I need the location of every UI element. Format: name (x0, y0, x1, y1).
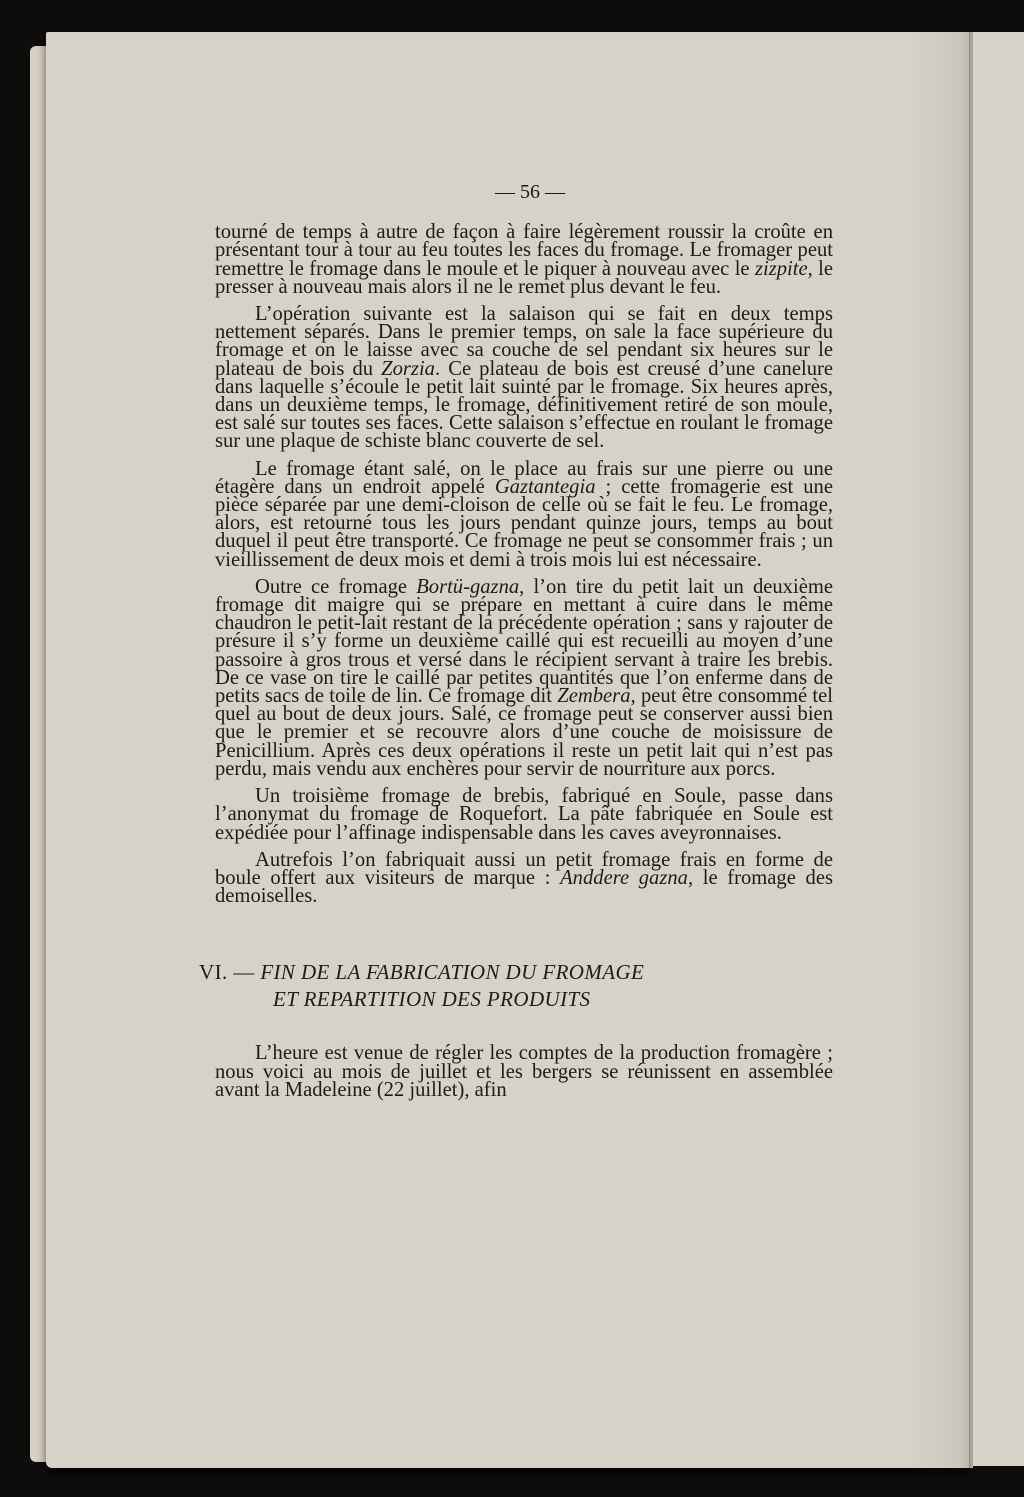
section-number: VI. — (199, 960, 261, 985)
text-run: , le fromage des demoiselles. (215, 866, 833, 908)
text-run: , peut être consommé tel quel au bout de deux jours. Salé, ce fromage peut se conserver aussi bien que le premier et se recouvre alors d’une couche de moisissure de Penicillium. Après ces deux opérations il reste un petit lait qui n’est pas perdu, mais vendu aux enchères pour servir de nourriture aux porcs. (215, 685, 833, 780)
paragraph-continuation (215, 223, 833, 296)
text-run: , le presser à nouveau mais alors il ne le remet plus devant le feu. (215, 257, 833, 298)
text-run: Le fromage étant salé, on le place au frais sur une pierre ou une étagère dans un endroit appelé (215, 457, 833, 498)
italic-term: zizpite (754, 257, 808, 280)
page-number: — 56 — (495, 181, 565, 203)
italic-term: Anddere gazna (560, 866, 688, 889)
italic-term: Gaztantegia (494, 475, 596, 498)
text-run: Outre ce fromage (255, 575, 417, 598)
italic-term: Zorzia (381, 357, 435, 380)
section-title-line1: FIN DE LA FABRICATION DU FROMAGE (260, 960, 645, 985)
paragraph-salaison (215, 305, 833, 451)
section-title-line2: ET REPARTITION DES PRODUITS (273, 987, 591, 1012)
text-run: , l’on tire du petit lait un deuxième fromage dit maigre qui se prépare en mettant à cuire dans le même chaudron le petit-lait restant de la précédente opération ; sans y rajouter de présure il s’y forme un deuxième caillé qui est recueilli au moyen d’une passoire à gros trous et versé dans le récipient servant à traire les brebis. De ce vase on tire le caillé par petites quantités que l’on enferme dans de petits sacs de toile de lin. Ce fromage dit (215, 575, 833, 708)
next-page-edge (972, 32, 1024, 1466)
text-run: L’opération suivante est la salaison qui se fait en deux temps nettement séparés. Dans le premier temps, on sale la face supérieure du fromage et on le laisse avec sa couche de sel pendant six heures sur le plateau de bois du (215, 303, 833, 380)
paragraph-affinage (215, 457, 833, 571)
italic-term: Bortü-gazna (416, 575, 520, 598)
paragraph-section-intro: L’heure est venue de régler les comptes de la production fromagère ; nous voici au mois de juillet et les bergers se réunissent en assemblée avant la Madeleine (22 juillet), afin (215, 1042, 833, 1101)
text-run: Un troisième fromage de brebis, fabriqué en Soule, passe dans l’anonymat du fromage de Roquefort. La pâte fabriquée en Soule est expédiée pour l’affinage indispensable dans les caves aveyronnaises. (215, 785, 833, 844)
paragraph-roquefort (215, 787, 833, 842)
section-heading (199, 959, 833, 1013)
text-run: ; cette fromagerie est une pièce séparée par une demi-cloison de celle où se fait le feu. Le fromage, alors, est retourné tous les jours pendant quinze jours, temps au bout duquel il peut être transporté. Ce fromage ne peut se consommer frais ; un vieillissement de deux mois et demi à trois mois lui est nécessaire. (215, 475, 833, 571)
italic-term: Zembera (557, 685, 631, 708)
text-run: tourné de temps à autre de façon à faire légèrement roussir la croûte en présentant tour à tour au feu toutes les faces du fromage. Le fromager peut remettre le fromage dans le moule et le piquer à nouveau avec le (215, 221, 833, 280)
text-run: . Ce plateau de bois est creusé d’une canelure dans laquelle s’écoule le petit lait suinté par le fromage. Six heures après, dans un deuxième temps, le fromage, définitivement retiré de son moule, est salé sur toutes ses faces. Cette salaison s’effectue en roulant le fromage sur une plaque de schiste blanc couverte de sel. (215, 357, 834, 453)
paragraph-zembera (215, 575, 833, 780)
text-run: Autrefois l’on fabriquait aussi un petit fromage frais en forme de boule offert aux visiteurs de marque : (215, 848, 833, 889)
paragraph-anddere-gazna (215, 848, 833, 908)
page-text-block (199, 181, 834, 1108)
